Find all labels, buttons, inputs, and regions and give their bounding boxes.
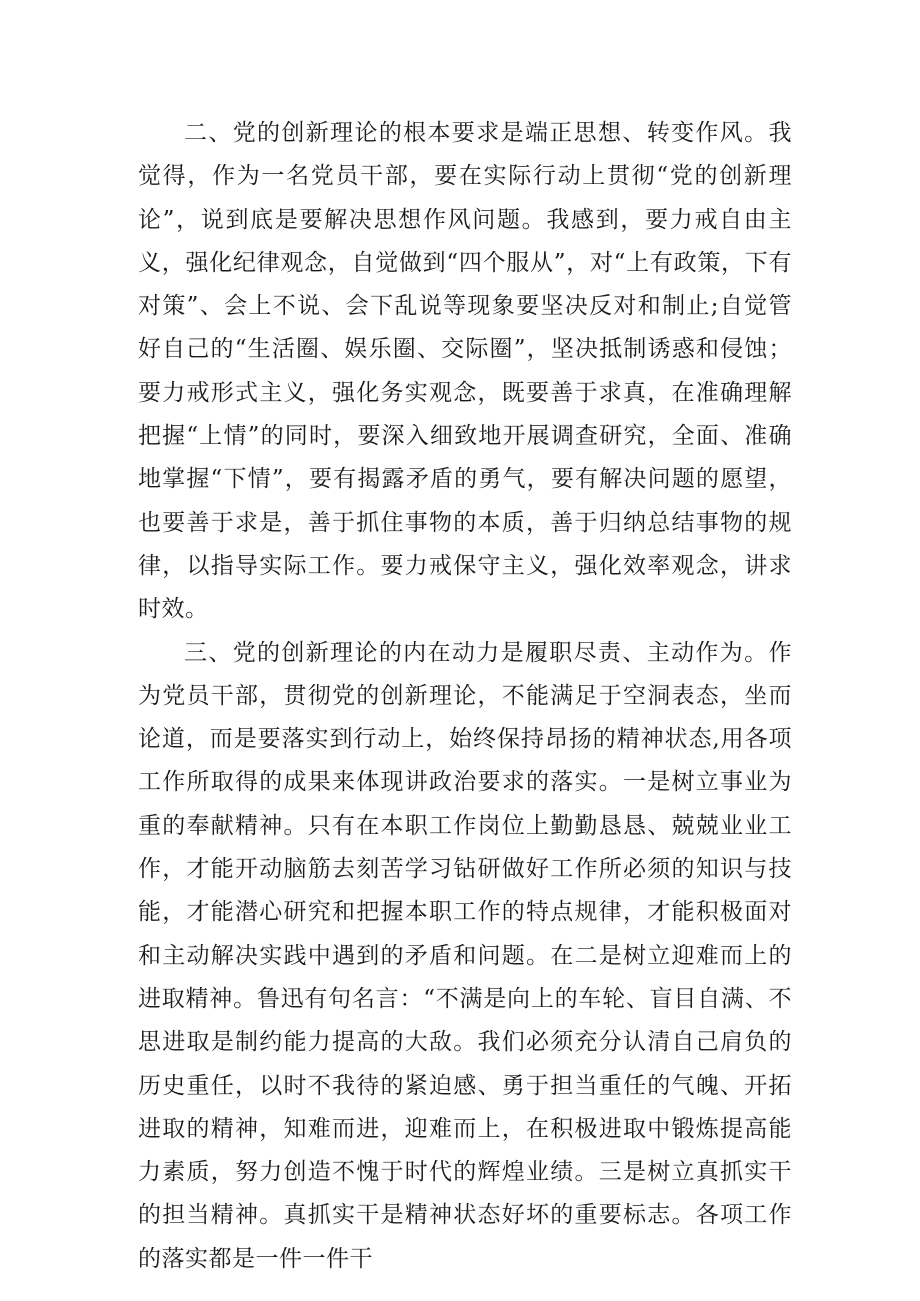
document-body — [138, 112, 792, 1281]
paragraph-section-three: 三、党的创新理论的内在动力是履职尽责、主动作为。作为党员干部，贯彻党的创新理论，不能满足于空洞表态，坐而论道，而是要落实到行动上，始终保持昂扬的精神状态,用各项工作所取得的成果来体现讲政治要求的落实。一是树立事业为重的奉献精神。只有在本职工作岗位上勤勤恳恳、兢兢业业工作，才能开动脑筋去刻苦学习钻研做好工作所必须的知识与技能，才能潜心研究和把握本职工作的特点规律，才能积极面对和主动解决实践中遇到的矛盾和问题。在二是树立迎难而上的进取精神。鲁迅有句名言：“不满是向上的车轮、盲目自满、不思进取是制约能力提高的大敌。我们必须充分认清自己肩负的历史重任，以时不我待的紧迫感、勇于担当重任的气魄、开拓进取的精神，知难而进，迎难而上，在积极进取中锻炼提高能力素质，努力创造不愧于时代的辉煌业绩。三是树立真抓实干的担当精神。真抓实干是精神状态好坏的重要标志。各项工作的落实都是一件一件干 — [138, 639, 792, 1272]
paragraph-section-two: 二、党的创新理论的根本要求是端正思想、转变作风。我觉得，作为一名党员干部，要在实际行动上贯彻“党的创新理论”，说到底是要解决思想作风问题。我感到，要力戒自由主义，强化纪律观念，自觉做到“四个服从”，对“上有政策，下有对策”、会上不说、会下乱说等现象要坚决反对和制止;自觉管好自己的“生活圈、娱乐圈、交际圈”，坚决抵制诱惑和侵蚀；要力戒形式主义，强化务实观念，既要善于求真，在准确理解把握“上情”的同时，要深入细致地开展调查研究，全面、准确地掌握“下情”，要有揭露矛盾的勇气，要有解决问题的愿望，也要善于求是，善于抓住事物的本质，善于归纳总结事物的规律，以指导实际工作。要力戒保守主义，强化效率观念，讲求时效。 — [138, 120, 792, 623]
